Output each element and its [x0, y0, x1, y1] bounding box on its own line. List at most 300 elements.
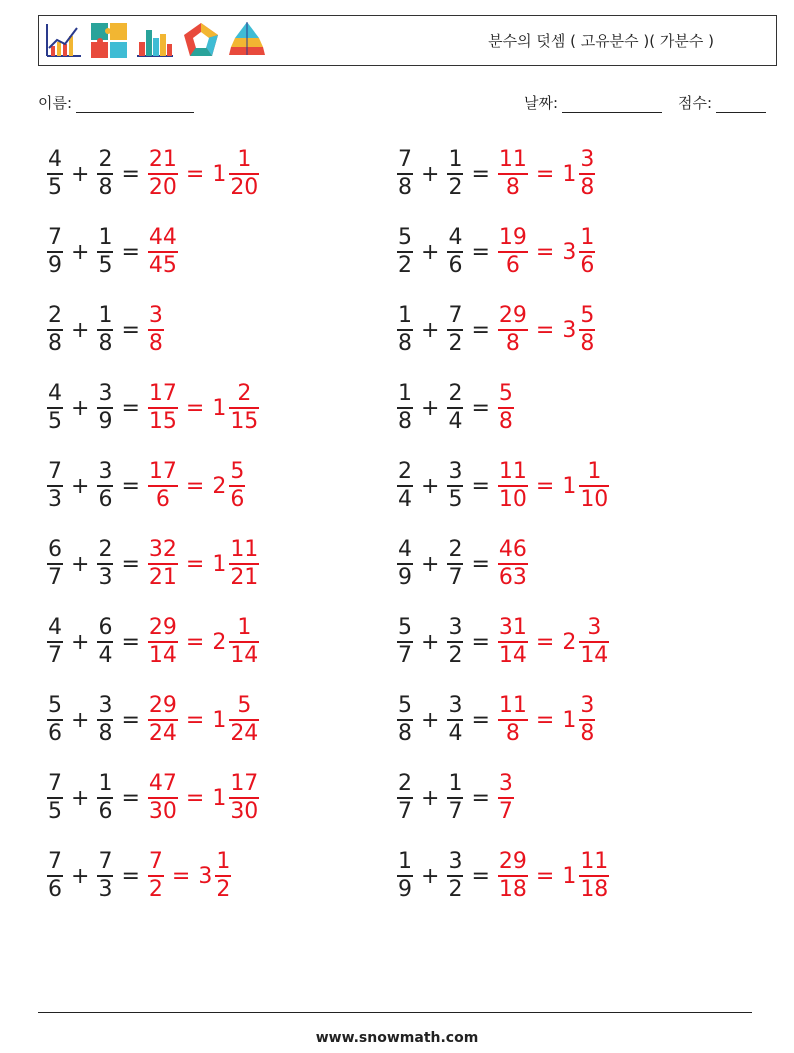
- numerator: 4: [48, 147, 62, 172]
- puzzle-icon: [89, 20, 129, 60]
- numerator: 3: [448, 459, 463, 484]
- date-blank: [562, 96, 662, 113]
- problem-item: [45, 454, 247, 518]
- numerator: 5: [398, 615, 412, 640]
- answer-fraction: [148, 459, 178, 513]
- addend-fraction: [447, 303, 463, 357]
- numerator: 31: [498, 615, 527, 640]
- numerator: 32: [148, 537, 177, 562]
- plus-sign: +: [71, 629, 90, 655]
- problem-item: [45, 376, 261, 440]
- answer-fraction: [498, 225, 528, 279]
- addend-fraction: [447, 615, 463, 669]
- equals-sign: =: [535, 317, 555, 343]
- addend-fraction: [447, 459, 463, 513]
- denominator: 2: [448, 643, 463, 668]
- mixed-whole: 1: [562, 863, 577, 889]
- denominator: 21: [148, 565, 177, 590]
- mixed-fraction: [579, 615, 609, 669]
- equals-sign: =: [121, 551, 140, 577]
- name-label: 이름:: [38, 94, 73, 112]
- numerator: 29: [148, 693, 177, 718]
- equals-sign: =: [121, 239, 140, 265]
- denominator: 20: [230, 175, 259, 200]
- equals-sign: =: [121, 473, 140, 499]
- denominator: 6: [580, 253, 595, 278]
- equals-sign: =: [185, 473, 205, 499]
- denominator: 5: [448, 487, 463, 512]
- numerator: 1: [237, 615, 252, 640]
- equals-sign: =: [471, 161, 490, 187]
- numerator: 29: [498, 303, 527, 328]
- problem-item: [45, 688, 261, 752]
- denominator: 8: [398, 331, 412, 356]
- answer-fraction: [498, 381, 514, 435]
- mixed-fraction: [229, 771, 259, 825]
- addend-fraction: [47, 225, 63, 279]
- denominator: 8: [505, 721, 520, 746]
- denominator: 9: [398, 877, 412, 902]
- problem-item: [395, 454, 611, 518]
- numerator: 3: [580, 693, 595, 718]
- numerator: 3: [498, 771, 513, 796]
- denominator: 10: [498, 487, 527, 512]
- numerator: 2: [237, 381, 252, 406]
- problem-item: [395, 532, 530, 596]
- mixed-whole: 1: [212, 395, 227, 421]
- mixed-whole: 1: [562, 473, 577, 499]
- numerator: 44: [148, 225, 177, 250]
- denominator: 8: [98, 721, 113, 746]
- denominator: 7: [448, 565, 463, 590]
- denominator: 8: [505, 331, 520, 356]
- numerator: 3: [448, 693, 463, 718]
- numerator: 1: [237, 147, 252, 172]
- denominator: 2: [448, 331, 463, 356]
- plus-sign: +: [71, 551, 90, 577]
- answer-fraction: [498, 849, 528, 903]
- mixed-whole: 3: [562, 317, 577, 343]
- problem-item: [395, 766, 516, 830]
- mixed-whole: 2: [212, 473, 227, 499]
- denominator: 5: [48, 409, 62, 434]
- numerator: 11: [580, 849, 609, 874]
- addend-fraction: [447, 849, 463, 903]
- denominator: 8: [98, 175, 113, 200]
- score-field: [678, 92, 766, 113]
- denominator: 6: [48, 877, 62, 902]
- numerator: 17: [230, 771, 259, 796]
- plus-sign: +: [71, 317, 90, 343]
- denominator: 9: [398, 565, 412, 590]
- mixed-fraction: [579, 225, 595, 279]
- addend-fraction: [97, 303, 113, 357]
- mixed-whole: 2: [212, 629, 227, 655]
- addend-fraction: [97, 693, 113, 747]
- denominator: 3: [98, 877, 113, 902]
- denominator: 9: [48, 253, 62, 278]
- numerator: 2: [448, 381, 463, 406]
- problem-item: [45, 298, 166, 362]
- numerator: 3: [448, 849, 463, 874]
- equals-sign: =: [121, 863, 140, 889]
- mixed-fraction: [579, 849, 609, 903]
- numerator: 3: [148, 303, 163, 328]
- numerator: 1: [98, 771, 113, 796]
- addend-fraction: [47, 147, 63, 201]
- numerator: 1: [398, 303, 412, 328]
- equals-sign: =: [185, 551, 205, 577]
- answer-fraction: [498, 459, 528, 513]
- plus-sign: +: [71, 161, 90, 187]
- equals-sign: =: [471, 395, 490, 421]
- numerator: 1: [398, 849, 412, 874]
- addend-fraction: [447, 771, 463, 825]
- denominator: 8: [148, 331, 163, 356]
- numerator: 1: [98, 303, 113, 328]
- addend-fraction: [397, 693, 413, 747]
- denominator: 7: [398, 643, 412, 668]
- mixed-whole: 1: [562, 161, 577, 187]
- numerator: 3: [98, 381, 113, 406]
- numerator: 5: [230, 459, 245, 484]
- numerator: 1: [448, 771, 463, 796]
- addend-fraction: [97, 225, 113, 279]
- plus-sign: +: [71, 863, 90, 889]
- bar-chart-icon: [135, 20, 175, 60]
- numerator: 21: [148, 147, 177, 172]
- problem-item: [45, 142, 261, 206]
- addend-fraction: [397, 771, 413, 825]
- score-label: 점수:: [678, 94, 713, 112]
- mixed-fraction: [229, 147, 259, 201]
- header-box: [38, 15, 777, 66]
- denominator: 6: [230, 487, 245, 512]
- denominator: 30: [230, 799, 259, 824]
- date-field: [524, 92, 662, 113]
- addend-fraction: [97, 849, 113, 903]
- mixed-fraction: [229, 693, 259, 747]
- mixed-whole: 3: [198, 863, 213, 889]
- problem-item: [395, 688, 597, 752]
- numerator: 4: [48, 615, 62, 640]
- denominator: 3: [48, 487, 62, 512]
- numerator: 5: [398, 693, 412, 718]
- problem-item: [395, 220, 597, 284]
- problem-item: [45, 766, 261, 830]
- addend-fraction: [447, 537, 463, 591]
- plus-sign: +: [421, 395, 440, 421]
- denominator: 3: [98, 565, 113, 590]
- numerator: 29: [148, 615, 177, 640]
- denominator: 2: [398, 253, 412, 278]
- mixed-fraction: [229, 459, 245, 513]
- equals-sign: =: [535, 707, 555, 733]
- addend-fraction: [397, 303, 413, 357]
- denominator: 8: [580, 175, 595, 200]
- numerator: 1: [580, 225, 595, 250]
- numerator: 3: [98, 459, 113, 484]
- addend-fraction: [47, 771, 63, 825]
- denominator: 7: [448, 799, 463, 824]
- footer-url: www.snowmath.com: [315, 1030, 479, 1046]
- numerator: 2: [448, 537, 463, 562]
- numerator: 11: [230, 537, 259, 562]
- equals-sign: =: [471, 317, 490, 343]
- denominator: 6: [155, 487, 170, 512]
- problem-item: [45, 532, 261, 596]
- answer-fraction: [148, 849, 164, 903]
- denominator: 63: [498, 565, 527, 590]
- addend-fraction: [97, 537, 113, 591]
- pyramid-icon: [227, 20, 267, 60]
- name-blank: [76, 96, 194, 113]
- addend-fraction: [397, 615, 413, 669]
- mixed-whole: 2: [562, 629, 577, 655]
- answer-fraction: [148, 615, 178, 669]
- denominator: 24: [148, 721, 177, 746]
- equals-sign: =: [471, 629, 490, 655]
- denominator: 45: [148, 253, 177, 278]
- numerator: 1: [216, 849, 231, 874]
- addend-fraction: [47, 615, 63, 669]
- plus-sign: +: [71, 707, 90, 733]
- equals-sign: =: [121, 161, 140, 187]
- denominator: 5: [48, 799, 62, 824]
- numerator: 29: [498, 849, 527, 874]
- mixed-fraction: [229, 615, 259, 669]
- numerator: 6: [48, 537, 62, 562]
- mixed-fraction: [229, 537, 259, 591]
- denominator: 4: [448, 409, 463, 434]
- mixed-whole: 1: [212, 551, 227, 577]
- numerator: 4: [398, 537, 412, 562]
- addend-fraction: [47, 849, 63, 903]
- equals-sign: =: [121, 629, 140, 655]
- plus-sign: +: [71, 395, 90, 421]
- numerator: 17: [148, 459, 177, 484]
- numerator: 46: [498, 537, 527, 562]
- numerator: 5: [237, 693, 252, 718]
- numerator: 4: [48, 381, 62, 406]
- problem-item: [395, 142, 597, 206]
- numerator: 2: [98, 537, 113, 562]
- plus-sign: +: [421, 785, 440, 811]
- addend-fraction: [97, 147, 113, 201]
- score-blank: [716, 96, 766, 113]
- numerator: 7: [398, 147, 412, 172]
- addend-fraction: [47, 693, 63, 747]
- numerator: 7: [48, 849, 62, 874]
- addend-fraction: [97, 381, 113, 435]
- numerator: 7: [48, 225, 62, 250]
- answer-fraction: [498, 537, 528, 591]
- numerator: 6: [98, 615, 113, 640]
- numerator: 2: [98, 147, 113, 172]
- numerator: 11: [498, 693, 527, 718]
- denominator: 6: [505, 253, 520, 278]
- addend-fraction: [397, 849, 413, 903]
- numerator: 19: [498, 225, 527, 250]
- addend-fraction: [397, 459, 413, 513]
- equals-sign: =: [471, 785, 490, 811]
- addend-fraction: [97, 771, 113, 825]
- denominator: 8: [498, 409, 513, 434]
- addend-fraction: [97, 459, 113, 513]
- equals-sign: =: [535, 161, 555, 187]
- denominator: 7: [398, 799, 412, 824]
- numerator: 17: [148, 381, 177, 406]
- denominator: 4: [98, 643, 113, 668]
- denominator: 5: [98, 253, 113, 278]
- plus-sign: +: [421, 707, 440, 733]
- plus-sign: +: [421, 629, 440, 655]
- plus-sign: +: [421, 161, 440, 187]
- numerator: 5: [48, 693, 62, 718]
- denominator: 7: [48, 643, 62, 668]
- plus-sign: +: [421, 239, 440, 265]
- denominator: 2: [148, 877, 163, 902]
- denominator: 8: [398, 175, 412, 200]
- equals-sign: =: [471, 551, 490, 577]
- header-icons: [43, 20, 267, 60]
- numerator: 7: [48, 459, 62, 484]
- denominator: 9: [98, 409, 113, 434]
- numerator: 5: [398, 225, 412, 250]
- plus-sign: +: [71, 785, 90, 811]
- denominator: 14: [230, 643, 259, 668]
- numerator: 3: [587, 615, 602, 640]
- numerator: 1: [398, 381, 412, 406]
- answer-fraction: [148, 537, 178, 591]
- denominator: 2: [448, 175, 463, 200]
- pentagon-icon: [181, 20, 221, 60]
- numerator: 7: [98, 849, 113, 874]
- denominator: 4: [398, 487, 412, 512]
- name-field: [38, 92, 194, 113]
- denominator: 14: [148, 643, 177, 668]
- equals-sign: =: [535, 629, 555, 655]
- plus-sign: +: [71, 473, 90, 499]
- problem-item: [395, 610, 611, 674]
- answer-fraction: [148, 381, 178, 435]
- denominator: 6: [98, 487, 113, 512]
- plus-sign: +: [421, 317, 440, 343]
- equals-sign: =: [535, 863, 555, 889]
- denominator: 8: [580, 721, 595, 746]
- equals-sign: =: [185, 395, 205, 421]
- numerator: 2: [48, 303, 62, 328]
- line-chart-icon: [43, 20, 83, 60]
- numerator: 5: [498, 381, 513, 406]
- date-label: 날짜:: [524, 94, 559, 112]
- denominator: 6: [48, 721, 62, 746]
- numerator: 1: [98, 225, 113, 250]
- mixed-fraction: [579, 693, 595, 747]
- numerator: 7: [448, 303, 463, 328]
- denominator: 8: [505, 175, 520, 200]
- numerator: 11: [498, 147, 527, 172]
- denominator: 30: [148, 799, 177, 824]
- denominator: 14: [498, 643, 527, 668]
- denominator: 20: [148, 175, 177, 200]
- equals-sign: =: [471, 473, 490, 499]
- mixed-whole: 1: [212, 161, 227, 187]
- mixed-whole: 1: [212, 785, 227, 811]
- answer-fraction: [498, 693, 528, 747]
- denominator: 8: [580, 331, 595, 356]
- answer-fraction: [148, 771, 178, 825]
- denominator: 15: [148, 409, 177, 434]
- denominator: 10: [580, 487, 609, 512]
- numerator: 2: [398, 459, 412, 484]
- mixed-fraction: [579, 303, 595, 357]
- denominator: 18: [580, 877, 609, 902]
- addend-fraction: [447, 147, 463, 201]
- denominator: 14: [580, 643, 609, 668]
- equals-sign: =: [471, 707, 490, 733]
- plus-sign: +: [71, 239, 90, 265]
- equals-sign: =: [535, 239, 555, 265]
- denominator: 5: [48, 175, 62, 200]
- equals-sign: =: [121, 317, 140, 343]
- numerator: 1: [448, 147, 463, 172]
- footer-divider: [38, 1012, 752, 1013]
- plus-sign: +: [421, 551, 440, 577]
- answer-fraction: [148, 693, 178, 747]
- denominator: 21: [230, 565, 259, 590]
- problem-item: [395, 298, 597, 362]
- denominator: 2: [216, 877, 231, 902]
- numerator: 11: [498, 459, 527, 484]
- denominator: 6: [98, 799, 113, 824]
- denominator: 2: [448, 877, 463, 902]
- mixed-whole: 1: [562, 707, 577, 733]
- answer-fraction: [148, 147, 178, 201]
- equals-sign: =: [121, 785, 140, 811]
- addend-fraction: [47, 459, 63, 513]
- denominator: 8: [48, 331, 62, 356]
- problem-item: [45, 610, 261, 674]
- addend-fraction: [397, 381, 413, 435]
- answer-fraction: [498, 615, 528, 669]
- problem-item: [395, 844, 611, 908]
- answer-fraction: [148, 225, 178, 279]
- addend-fraction: [397, 147, 413, 201]
- answer-fraction: [148, 303, 164, 357]
- numerator: 3: [580, 147, 595, 172]
- mixed-whole: 3: [562, 239, 577, 265]
- equals-sign: =: [171, 863, 191, 889]
- equals-sign: =: [185, 707, 205, 733]
- addend-fraction: [97, 615, 113, 669]
- addend-fraction: [47, 381, 63, 435]
- numerator: 5: [580, 303, 595, 328]
- addend-fraction: [397, 225, 413, 279]
- answer-fraction: [498, 771, 514, 825]
- equals-sign: =: [535, 473, 555, 499]
- mixed-fraction: [215, 849, 231, 903]
- denominator: 8: [98, 331, 113, 356]
- denominator: 15: [230, 409, 259, 434]
- denominator: 8: [398, 721, 412, 746]
- page-title: 분수의 덧셈 ( 고유분수 )( 가분수 ): [488, 32, 714, 50]
- answer-fraction: [498, 147, 528, 201]
- numerator: 4: [448, 225, 463, 250]
- denominator: 7: [498, 799, 513, 824]
- denominator: 18: [498, 877, 527, 902]
- numerator: 3: [448, 615, 463, 640]
